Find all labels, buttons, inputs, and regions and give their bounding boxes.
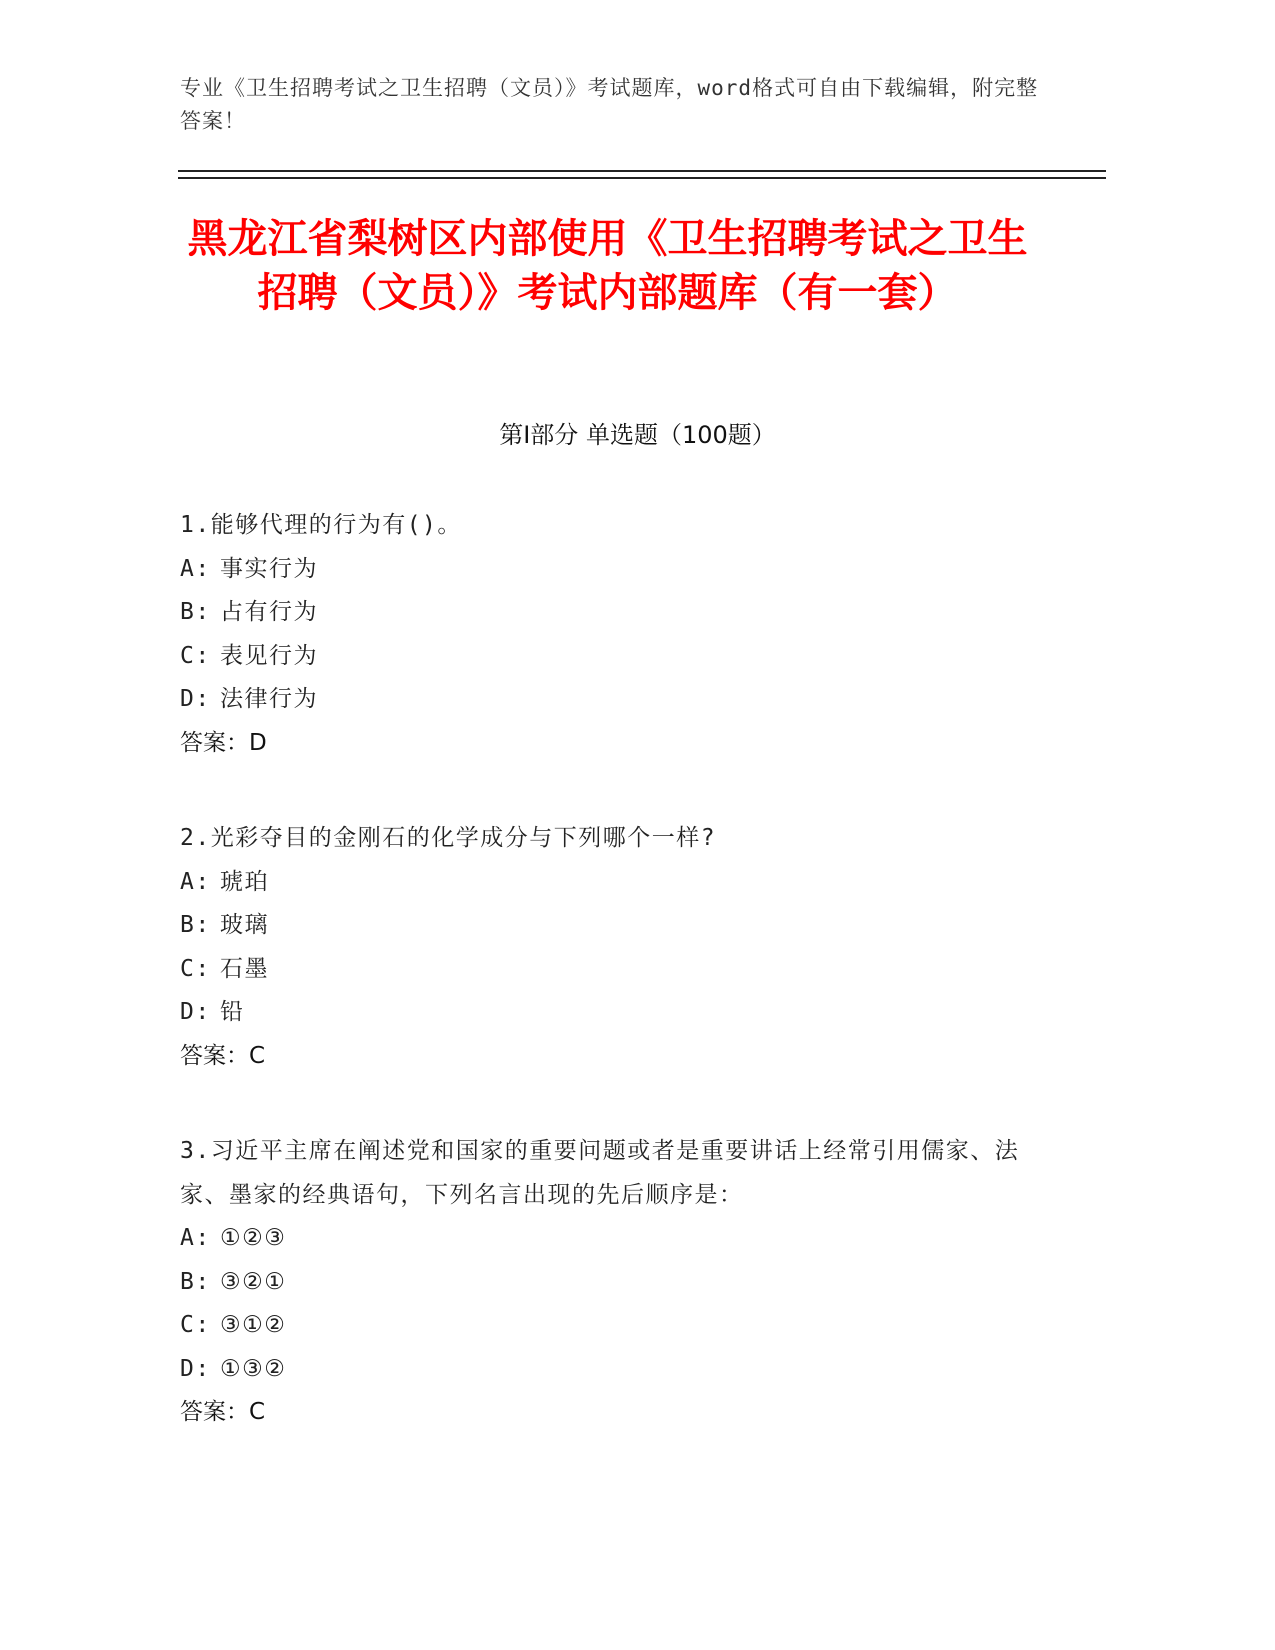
option-d	[180, 991, 1040, 1035]
option-c	[180, 948, 1040, 992]
option-letter: C:	[180, 955, 211, 982]
option-text: ①③②	[220, 1355, 287, 1382]
option-letter: C:	[180, 1312, 211, 1338]
option-text: 法律行为	[220, 686, 318, 712]
option-letter: C:	[180, 642, 211, 669]
header-divider-top	[178, 170, 1106, 172]
option-text: 表见行为	[220, 642, 318, 669]
option-d	[180, 1348, 1040, 1392]
option-letter: D:	[180, 1355, 211, 1382]
option-text: ③①②	[220, 1312, 287, 1338]
option-text: 占有行为	[220, 599, 318, 625]
answer-line	[180, 1391, 1040, 1435]
answer-label: 答案：	[180, 1399, 249, 1425]
answer-label: 答案：	[180, 729, 249, 756]
option-text: 琥珀	[220, 868, 269, 895]
option-letter: B:	[180, 912, 211, 938]
answer-value: C	[249, 1399, 266, 1425]
question-1	[180, 504, 1040, 765]
option-letter: D:	[180, 999, 211, 1025]
option-text: ③②①	[220, 1268, 287, 1295]
answer-value: C	[249, 1042, 266, 1069]
option-a	[180, 1217, 1040, 1261]
question-list	[180, 504, 1040, 1487]
option-b	[180, 904, 1040, 948]
option-d	[180, 678, 1040, 722]
option-text: 事实行为	[220, 555, 318, 582]
option-letter: D:	[180, 686, 211, 712]
question-2	[180, 817, 1040, 1078]
question-3	[180, 1130, 1040, 1435]
option-text: ①②③	[220, 1225, 287, 1251]
question-stem: 3.习近平主席在阐述党和国家的重要问题或者是重要讲话上经常引用儒家、法家、墨家的经典语句，下列名言出现的先后顺序是：	[180, 1138, 1020, 1208]
question-stem: 2.光彩夺目的金刚石的化学成分与下列哪个一样?	[180, 825, 717, 851]
option-b	[180, 591, 1040, 635]
question-stem: 1.能够代理的行为有()。	[180, 512, 462, 538]
answer-value: D	[249, 729, 267, 756]
option-text: 石墨	[220, 955, 269, 982]
section-heading: 第I部分 单选题（100题）	[499, 421, 776, 449]
answer-line	[180, 722, 1040, 766]
option-text: 玻璃	[220, 912, 269, 938]
option-c	[180, 1304, 1040, 1348]
option-letter: B:	[180, 1268, 211, 1295]
option-a	[180, 548, 1040, 592]
option-letter: A:	[180, 555, 211, 582]
header-divider-bottom	[178, 177, 1106, 179]
option-c	[180, 635, 1040, 679]
header-note: 专业《卫生招聘考试之卫生招聘（文员）》考试题库，word格式可自由下载编辑，附完整答案！	[180, 76, 1039, 133]
document-title: 黑龙江省梨树区内部使用《卫生招聘考试之卫生招聘（文员）》考试内部题库（有一套）	[187, 216, 1028, 316]
option-text: 铅	[220, 999, 245, 1025]
option-letter: B:	[180, 599, 211, 625]
answer-label: 答案：	[180, 1042, 249, 1069]
answer-line	[180, 1035, 1040, 1079]
option-letter: A:	[180, 868, 211, 895]
option-b	[180, 1261, 1040, 1305]
option-letter: A:	[180, 1225, 211, 1251]
option-a	[180, 861, 1040, 905]
